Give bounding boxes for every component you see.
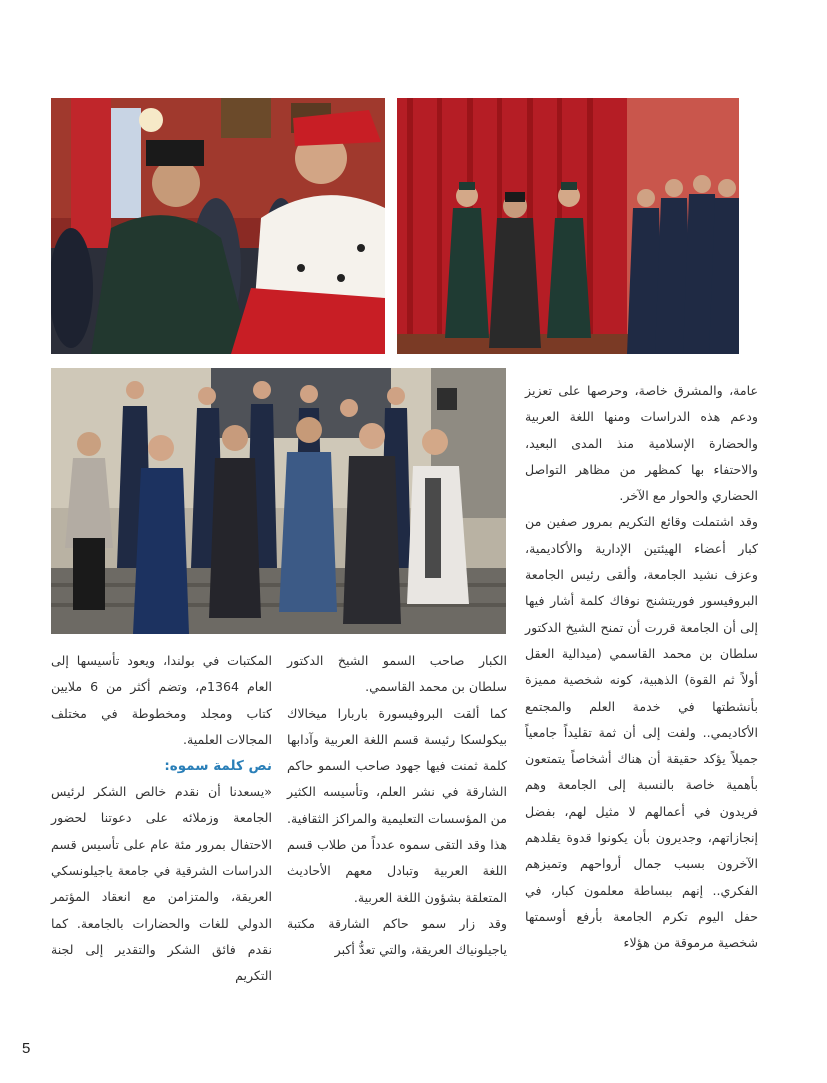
photo-group-portrait xyxy=(51,368,506,634)
paragraph: «يسعدنا أن نقدم خالص الشكر لرئيس الجامعة وزملائه على دعوتنا لحضور الاحتفال بمرور مئة عام على تأسيس قسم الدراسات الشرقية في جامعة ياجيلونسكي العريقة، والمتزامن مع انعقاد المؤتمر الدولي للغات والحضارات بالجامعة. كما نقدم فائق الشكر والتقدير إلى لجنة التكريم xyxy=(51,784,272,984)
paragraph: وقد زار سمو حاكم الشارقة مكتبة ياجيلونياك العريقة، والتي تعدُّ أكبر xyxy=(287,915,507,958)
photo-mace-bearers xyxy=(397,98,739,354)
paragraph: كما ألقت البروفيسورة باربارا ميخالاك بيكولسكا رئيسة قسم اللغة العربية وآدابها كلمة ثمنت فيها جهود صاحب السمو حاكم الشارقة في نشر العلم، وتأسيسه الكثير من المؤسسات التعليمية والمراكز الثقافية. xyxy=(287,705,507,826)
photo-medal-exchange xyxy=(51,98,385,354)
paragraph: وقد اشتملت وقائع التكريم بمرور صفين من كبار أعضاء الهيئتين الإدارية والأكاديمية، وعزف نشيد الجامعة، وألقى رئيس الجامعة البروفيسور فوريتشنج نوفاك كلمة أشار فيها إلى أن الجامعة قررت أن تمنح الشيخ الدكتور سلطان بن محمد القاسمي (ميدالية العقل أولاً ثم القوة) الذهبية، كونه شخصية مميزة بأنشطتها في خدمة العلم والمجتمع الأكاديمي.. ولفت إلى أن ثمة تقليداً جامعياً جميلاً يؤكد حقيقة أن هناك أشخاصاً يتمتعون بأهمية خاصة بالنسبة إلى الجامعة وهم فريدون في أعمالهم لا مثيل لهم، بفضل إنجازاتهم، وجديرون بأن يكونوا قدوة يقلدهم الآخرون بسبب جمال أرواحهم وتميزهم الفكري.. إنهم ببساطة معلمون كبار، في حفل اليوم تكرم الجامعة بأرفع أوسمتها شخصية مرموقة من هؤلاء xyxy=(525,514,758,951)
paragraph: الكبار صاحب السمو الشيخ الدكتور سلطان بن محمد القاسمي. xyxy=(287,653,507,695)
text-column-middle xyxy=(287,648,507,964)
text-column-left xyxy=(51,648,272,990)
section-subheading: نص كلمة سموه: xyxy=(164,758,272,775)
paragraph: المكتبات في بولندا، ويعود تأسيسها إلى العام 1364م، وتضم أكثر من 6 ملايين كتاب ومجلد ومخطوطة في مختلف المجالات العلمية. xyxy=(51,653,273,747)
paragraph: عامة، والمشرق خاصة، وحرصها على تعزيز ودعم هذه الدراسات ومنها اللغة العربية والحضارة الإسلامية منذ المدى البعيد، والاحتفاء بها كمظهر من مظاهر التواصل الحضاري والحوار مع الآخر. xyxy=(525,383,758,504)
paragraph: هذا وقد التقى سموه عدداً من طلاب قسم اللغة العربية وتبادل معهم الأحاديث المتعلقة بشؤون اللغة العربية. xyxy=(287,837,507,905)
page-number: 5 xyxy=(22,1040,31,1057)
text-column-right xyxy=(525,378,758,957)
